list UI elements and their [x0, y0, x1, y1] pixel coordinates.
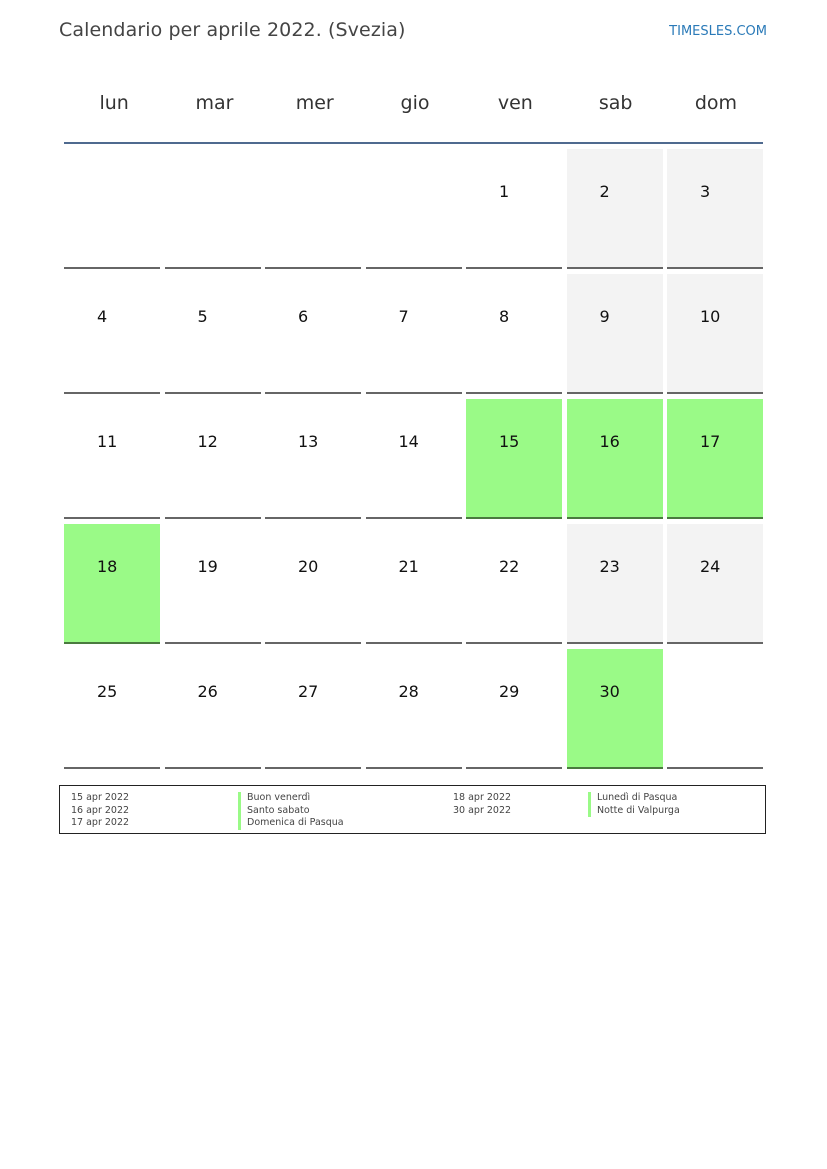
day-number: 16 [599, 432, 620, 451]
day-number: 7 [398, 307, 409, 326]
day-number: 14 [398, 432, 419, 451]
day-number: 26 [197, 682, 218, 701]
day-number: 6 [298, 307, 309, 326]
day-cell[interactable] [165, 399, 261, 519]
empty-day-cell [265, 149, 361, 269]
day-number: 5 [197, 307, 208, 326]
week-row [64, 524, 763, 644]
weekday-label: gio [400, 92, 430, 114]
day-cell[interactable] [366, 274, 462, 394]
legend-date: 18 apr 2022 [453, 792, 512, 803]
day-cell[interactable] [567, 399, 663, 519]
day-cell[interactable] [265, 274, 361, 394]
day-number: 10 [700, 307, 721, 326]
legend-names-left [238, 792, 344, 830]
day-number: 22 [499, 557, 520, 576]
weekday-label: sab [598, 92, 633, 114]
day-number: 21 [398, 557, 419, 576]
day-number: 8 [499, 307, 510, 326]
day-cell[interactable] [466, 524, 562, 644]
day-cell[interactable] [667, 399, 763, 519]
legend-holiday-name: Buon venerdì [238, 792, 344, 805]
empty-day-cell [667, 649, 763, 769]
day-number: 19 [197, 557, 218, 576]
legend-dates-right [453, 792, 511, 817]
day-cell[interactable] [466, 649, 562, 769]
empty-day-cell [366, 149, 462, 269]
day-number: 25 [97, 682, 118, 701]
empty-day-cell [64, 149, 160, 269]
legend-holiday-name: Lunedì di Pasqua [588, 792, 680, 805]
day-cell[interactable] [366, 399, 462, 519]
day-number: 28 [398, 682, 419, 701]
day-cell[interactable] [667, 149, 763, 269]
day-number: 18 [97, 557, 118, 576]
day-number: 1 [499, 182, 510, 201]
day-number: 2 [599, 182, 610, 201]
day-number: 30 [599, 682, 620, 701]
day-cell[interactable] [265, 399, 361, 519]
weekday-label: mar [195, 92, 234, 114]
day-number: 27 [298, 682, 319, 701]
legend-date: 15 apr 2022 [71, 792, 130, 803]
day-number: 4 [97, 307, 108, 326]
day-cell[interactable] [64, 524, 160, 644]
day-cell[interactable] [567, 524, 663, 644]
holiday-legend [59, 785, 766, 834]
day-cell[interactable] [64, 274, 160, 394]
day-cell[interactable] [64, 399, 160, 519]
legend-dates-left [71, 792, 129, 830]
day-number: 24 [700, 557, 721, 576]
week-row [64, 149, 763, 269]
legend-date: 16 apr 2022 [71, 804, 130, 816]
legend-date: 30 apr 2022 [453, 804, 512, 816]
day-cell[interactable] [165, 274, 261, 394]
day-cell[interactable] [366, 524, 462, 644]
weekday-label: ven [497, 92, 533, 114]
day-number: 15 [499, 432, 520, 451]
day-cell[interactable] [466, 274, 562, 394]
legend-holiday-name: Santo sabato [238, 805, 344, 818]
brand-link[interactable]: TIMESLES.COM [669, 24, 767, 39]
day-number: 12 [197, 432, 218, 451]
week-row [64, 274, 763, 394]
day-cell[interactable] [466, 399, 562, 519]
legend-date: 17 apr 2022 [71, 817, 130, 828]
day-number: 3 [700, 182, 711, 201]
day-number: 20 [298, 557, 319, 576]
day-cell[interactable] [165, 524, 261, 644]
weekday-label: mer [295, 92, 334, 114]
day-cell[interactable] [567, 649, 663, 769]
day-cell[interactable] [667, 524, 763, 644]
empty-day-cell [165, 149, 261, 269]
day-cell[interactable] [667, 274, 763, 394]
week-row [64, 399, 763, 519]
day-cell[interactable] [64, 649, 160, 769]
legend-names-right [588, 792, 680, 817]
day-number: 29 [499, 682, 520, 701]
day-cell[interactable] [265, 649, 361, 769]
day-cell[interactable] [366, 649, 462, 769]
day-number: 23 [599, 557, 620, 576]
weekday-header [64, 63, 763, 144]
weekday-label: lun [99, 92, 129, 114]
day-cell[interactable] [567, 274, 663, 394]
day-cell[interactable] [567, 149, 663, 269]
day-number: 13 [298, 432, 319, 451]
day-number: 9 [599, 307, 610, 326]
week-row [64, 649, 763, 769]
day-cell[interactable] [466, 149, 562, 269]
calendar-grid [64, 63, 763, 769]
day-number: 11 [97, 432, 118, 451]
page-title: Calendario per aprile 2022. (Svezia) [59, 19, 406, 41]
day-number: 17 [700, 432, 721, 451]
day-cell[interactable] [165, 649, 261, 769]
day-cell[interactable] [265, 524, 361, 644]
legend-holiday-name: Notte di Valpurga [588, 805, 680, 818]
weekday-label: dom [694, 92, 738, 114]
legend-holiday-name: Domenica di Pasqua [238, 817, 344, 830]
